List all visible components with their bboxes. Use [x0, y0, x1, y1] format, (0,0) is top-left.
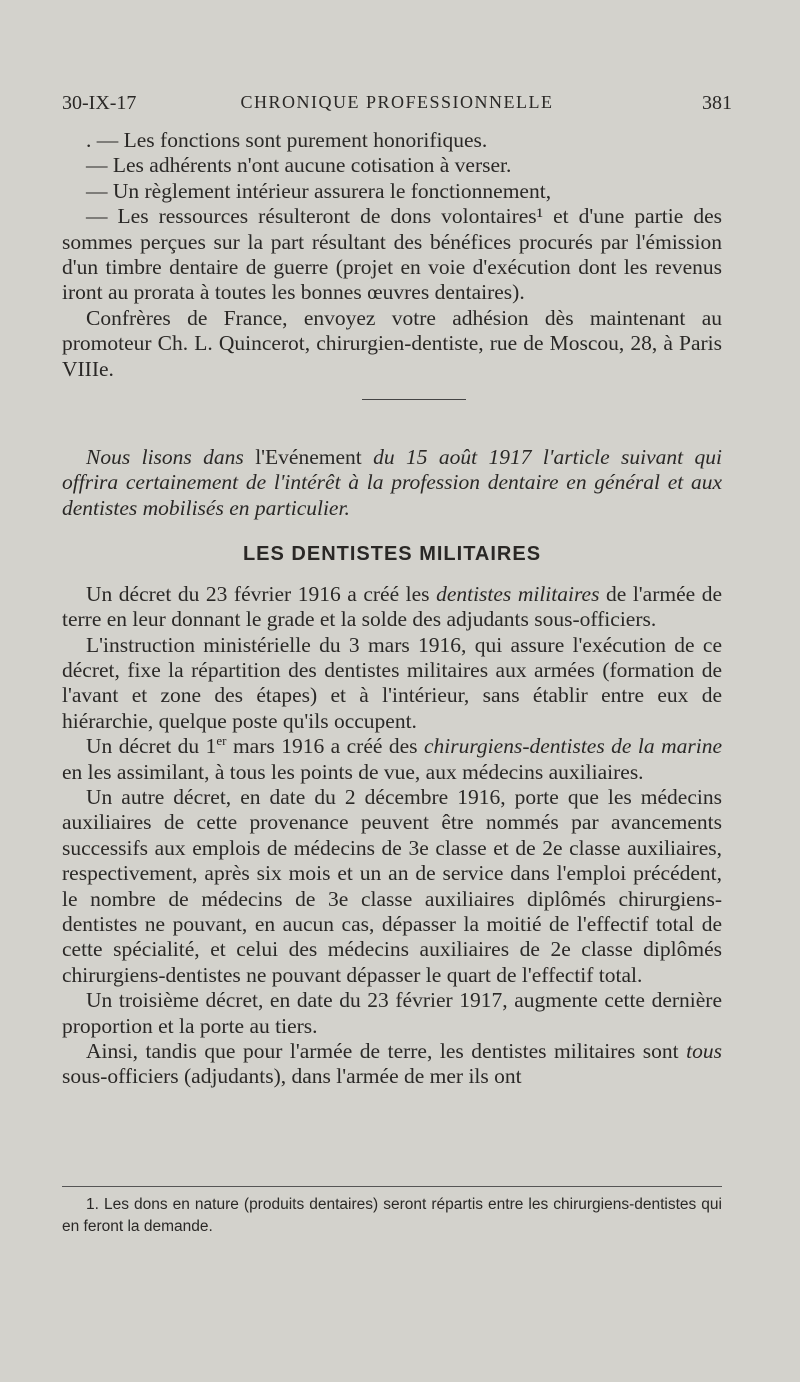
intro-paragraph	[62, 445, 722, 521]
footnote: 1. Les dons en nature (produits dentaires) seront répartis entre les chirurgiens-dentistes qui en feront la demande.	[62, 1196, 722, 1235]
list-item: . — Les fonctions sont purement honorifiques.	[86, 128, 488, 152]
p3-em: chirurgiens-dentistes de la marine	[423, 734, 722, 759]
p3-a: Un décret du 1	[86, 734, 217, 759]
list-item: — Un règlement intérieur assurera le fonctionnement,	[86, 178, 552, 203]
section-divider	[362, 399, 466, 400]
running-header	[62, 92, 732, 122]
header-date: 30-IX-17	[62, 92, 137, 114]
intro-part1: Nous lisons dans	[86, 445, 256, 470]
resources-paragraph: — Les ressources résulteront de dons volontaires¹ et d'une partie des sommes perçues sur la part résultant des bénéfices procurés par l'émission d'un timbre dentaire de guerre (projet en voie d'exécution dont les revenus iront au prorata à toutes les bonnes œuvres dentaires).	[62, 204, 722, 305]
paragraph-3	[62, 734, 722, 785]
p3-b: mars 1916 a créé des	[226, 734, 424, 759]
list-item: — Les adhérents n'ont aucune cotisation à verser.	[86, 153, 512, 178]
p1-em: dentistes militaires	[436, 581, 600, 606]
article-title: LES DENTISTES MILITAIRES	[242, 543, 542, 566]
page-body	[62, 128, 722, 1090]
p3-sup: er	[216, 732, 227, 748]
p3-c: en les assimilant, à tous les points de vue, aux médecins auxiliaires.	[62, 759, 644, 784]
intro-source: l'Evénement	[255, 445, 362, 470]
p6-em: tous	[686, 1039, 722, 1063]
p6-a: Ainsi, tandis que pour l'armée de terre, les dentistes militaires sont	[86, 1039, 687, 1063]
paragraph-1	[62, 582, 722, 633]
intro-part2: du 15 août 1917 l'article suivant qui offrira certainement de l'intérêt à la profession dentaire en général et aux dentistes mobilisés en particulier.	[62, 445, 722, 520]
paragraph-5: Un troisième décret, en date du 23 février 1917, augmente cette dernière proportion et la porte au tiers.	[62, 988, 722, 1038]
page-number: 381	[702, 92, 732, 114]
p1-a: Un décret du 23 février 1916 a créé les	[86, 581, 437, 606]
paragraph-6	[62, 1039, 722, 1090]
paragraph-4: Un autre décret, en date du 2 décembre 1916, porte que les médecins auxiliaires de cette provenance peuvent être nommés par avancements successifs aux emplois de médecins de 3e classe et de 2e classe auxiliaires, respectivement, après six mois et un an de service dans l'emploi précédent, le nombre de médecins de 3e classe auxiliaires diplômés chirurgiens-dentistes ne pouvant, en aucun cas, dépasser la moitié de l'effectif total de cette spécialité, et celui des médecins auxiliaires de 2e classe diplômés chirurgiens-dentistes ne pouvant dépasser le quart de l'effectif total.	[62, 784, 722, 987]
header-title: CHRONIQUE PROFESSIONNELLE	[240, 92, 554, 112]
footnote-rule	[62, 1186, 722, 1187]
appeal-paragraph: Confrères de France, envoyez votre adhésion dès maintenant au promoteur Ch. L. Quincerot, chirurgien-dentiste, rue de Moscou, 28, à Paris VIIIe.	[62, 305, 722, 381]
p1-b: de l'armée de terre en leur donnant le grade et la solde des adjudants sous-officiers.	[62, 581, 722, 632]
p6-b: sous-officiers (adjudants), dans l'armée de mer ils ont	[62, 1064, 522, 1089]
paragraph-2: L'instruction ministérielle du 3 mars 1916, qui assure l'exécution de ce décret, fixe la répartition des dentistes militaires aux armées (formation de l'avant et zone des étapes) et à l'intérieur, sans établir entre eux de hiérarchie, quelque poste qu'ils occupent.	[62, 632, 722, 733]
